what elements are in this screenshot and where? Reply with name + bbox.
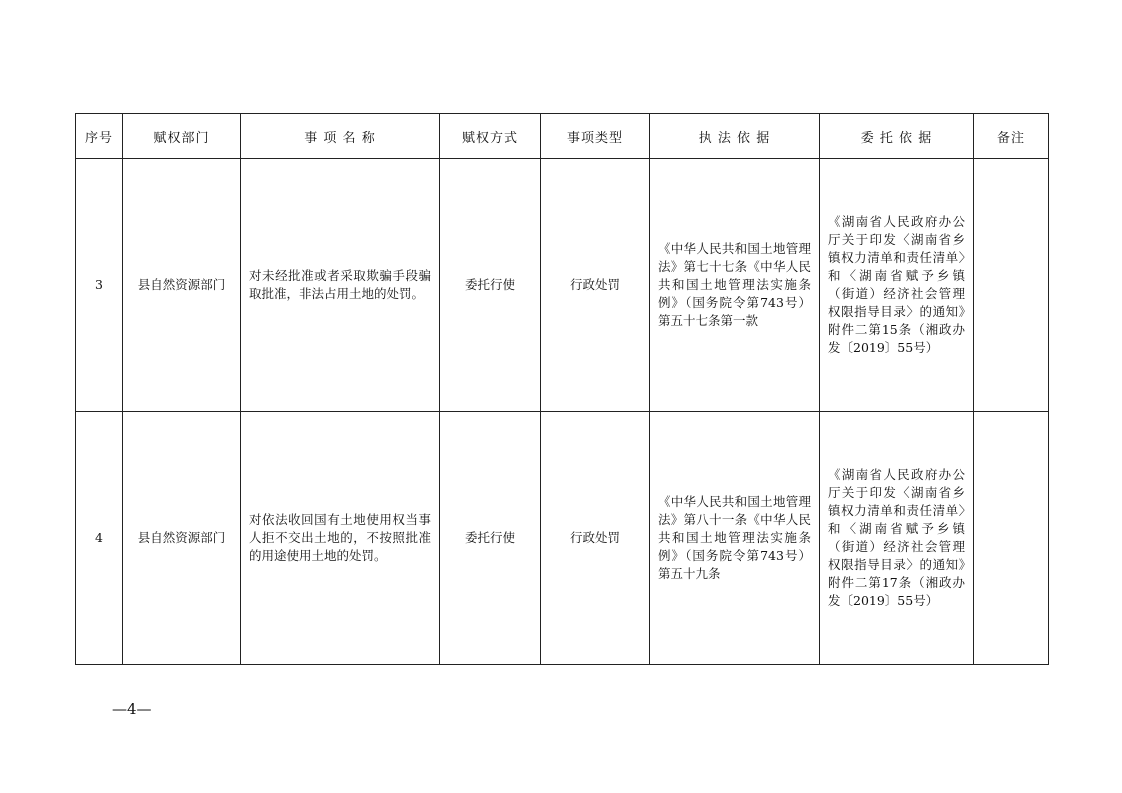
cell-no: 4 <box>76 412 123 665</box>
cell-entrust-basis: 《湖南省人民政府办公厅关于印发〈湖南省乡镇权力清单和责任清单〉和〈湖南省赋予乡镇（街道）经济社会管理权限指导目录〉的通知》附件二第15条（湘政办发〔2019〕55号） <box>820 159 974 412</box>
header-item-name: 事 项 名 称 <box>241 114 440 159</box>
header-remark: 备注 <box>974 114 1049 159</box>
cell-empower-method: 委托行使 <box>440 159 541 412</box>
cell-empower-method: 委托行使 <box>440 412 541 665</box>
header-no: 序号 <box>76 114 123 159</box>
page-number: —4— <box>112 700 152 718</box>
table-row <box>76 159 1049 412</box>
cell-entrust-basis: 《湖南省人民政府办公厅关于印发〈湖南省乡镇权力清单和责任清单〉和〈湖南省赋予乡镇（街道）经济社会管理权限指导目录〉的通知》附件二第17条（湘政办发〔2019〕55号） <box>820 412 974 665</box>
cell-item-type: 行政处罚 <box>541 159 650 412</box>
cell-legal-basis: 《中华人民共和国土地管理法》第八十一条《中华人民共和国土地管理法实施条例》（国务院令第743号）第五十九条 <box>650 412 820 665</box>
header-item-type: 事项类型 <box>541 114 650 159</box>
cell-legal-basis: 《中华人民共和国土地管理法》第七十七条《中华人民共和国土地管理法实施条例》（国务院令第743号）第五十七条第一款 <box>650 159 820 412</box>
authority-table <box>75 113 1049 665</box>
header-department: 赋权部门 <box>123 114 241 159</box>
header-legal-basis: 执 法 依 据 <box>650 114 820 159</box>
cell-item-name: 对依法收回国有土地使用权当事人拒不交出土地的，不按照批准的用途使用土地的处罚。 <box>241 412 440 665</box>
cell-item-name: 对未经批准或者采取欺骗手段骗取批准，非法占用土地的处罚。 <box>241 159 440 412</box>
cell-department: 县自然资源部门 <box>123 412 241 665</box>
table-header-row <box>76 114 1049 159</box>
cell-remark <box>974 412 1049 665</box>
header-empower-method: 赋权方式 <box>440 114 541 159</box>
cell-department: 县自然资源部门 <box>123 159 241 412</box>
header-entrust-basis: 委 托 依 据 <box>820 114 974 159</box>
cell-no: 3 <box>76 159 123 412</box>
cell-remark <box>974 159 1049 412</box>
cell-item-type: 行政处罚 <box>541 412 650 665</box>
table-row <box>76 412 1049 665</box>
